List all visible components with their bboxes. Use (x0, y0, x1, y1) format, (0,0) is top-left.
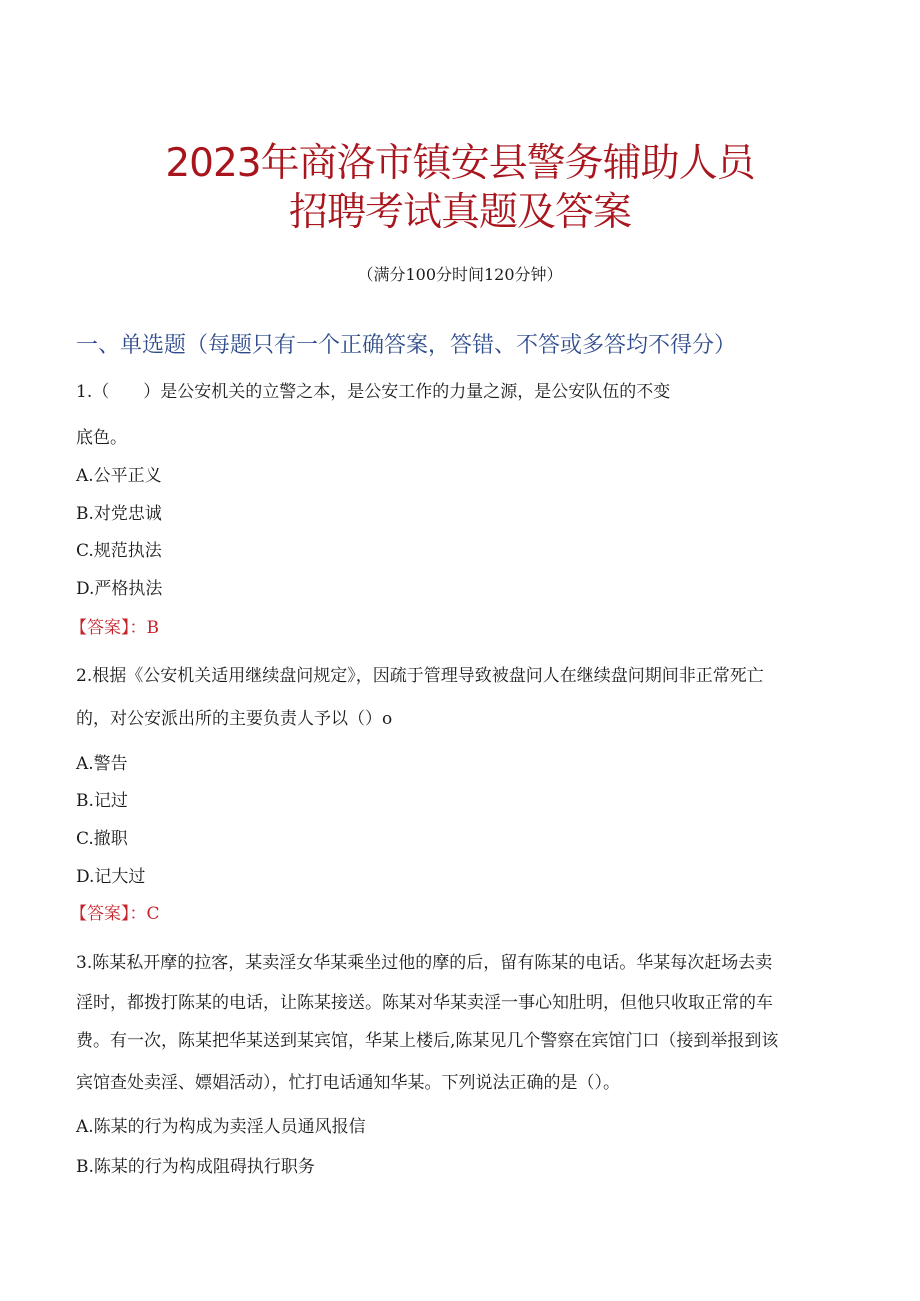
exam-info: （满分100分时间120分钟） (357, 265, 563, 284)
question-1-option: B.对党忠诚 (76, 504, 162, 524)
question-1-option: A.公平正义 (76, 466, 162, 486)
question-2-option: D.记大过 (76, 867, 146, 887)
question-2-option: A.警告 (76, 754, 128, 774)
question-3-option: B.陈某的行为构成阻碍执行职务 (76, 1157, 315, 1177)
question-3-text: 费。有一次，陈某把华某送到某宾馆，华某上楼后,陈某见几个警察在宾馆门口（接到举报到该 (76, 1031, 779, 1051)
document-title-line-1: 2023年商洛市镇安县警务辅助人员 (165, 141, 755, 186)
question-2-option: C.撤职 (76, 829, 128, 849)
question-2-option: B.记过 (76, 791, 128, 811)
question-1-option: D.严格执法 (76, 579, 163, 599)
document-title-line-2: 招聘考试真题及答案 (288, 190, 631, 235)
question-3-text: 宾馆查处卖淫、嫖娼活动），忙打电话通知华某。下列说法正确的是（）。 (76, 1073, 620, 1093)
question-1-answer: 【答案】：B (70, 618, 159, 638)
question-3-option: A.陈某的行为构成为卖淫人员通风报信 (76, 1117, 366, 1137)
question-1-text: 底色。 (76, 428, 127, 448)
question-3-text: 3.陈某私开摩的拉客，某卖淫女华某乘坐过他的摩的后，留有陈某的电话。华某每次赶场去卖 (76, 953, 773, 973)
question-2-text: 的，对公安派出所的主要负责人予以（）o (76, 709, 393, 729)
section-heading: 一、单选题（每题只有一个正确答案，答错、不答或多答均不得分） (76, 333, 737, 358)
question-1-text: 1.（ ）是公安机关的立警之本，是公安工作的力量之源，是公安队伍的不变 (76, 382, 671, 402)
question-3-text: 淫时，都拨打陈某的电话，让陈某接送。陈某对华某卖淫一事心知肚明，但他只收取正常的车 (76, 993, 773, 1013)
question-2-answer: 【答案】：C (70, 904, 160, 924)
question-2-text: 2.根据《公安机关适用继续盘问规定》，因疏于管理导致被盘问人在继续盘问期间非正常死亡 (76, 666, 764, 686)
question-1-option: C.规范执法 (76, 541, 162, 561)
